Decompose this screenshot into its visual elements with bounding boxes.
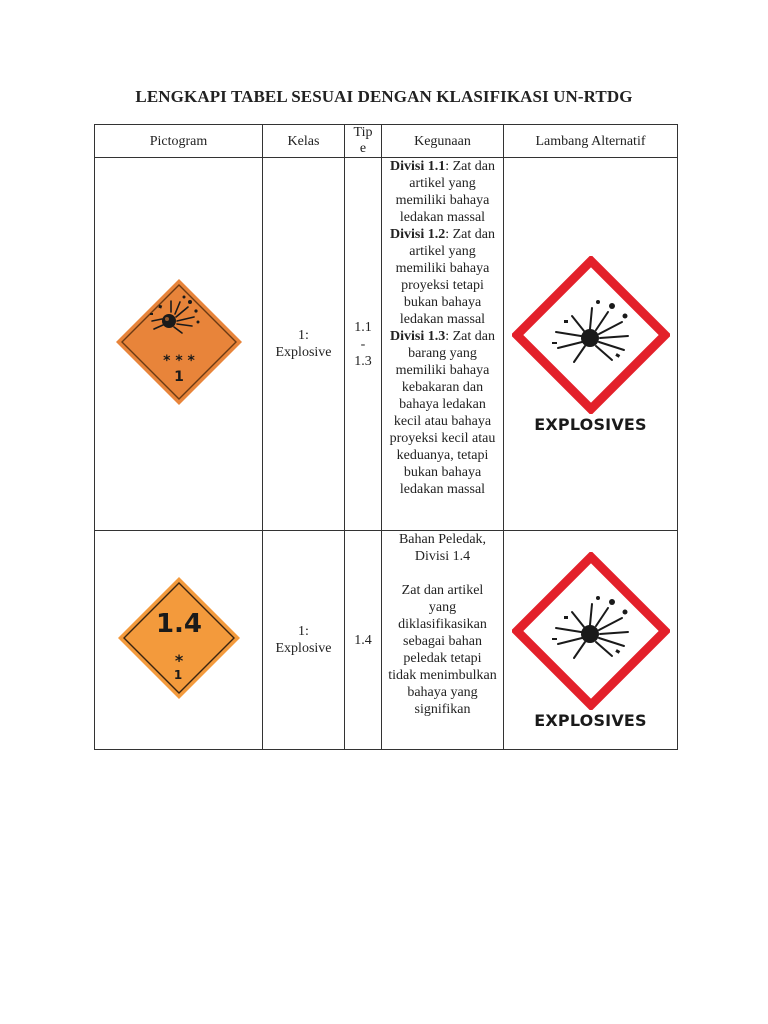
kelas-cell — [263, 158, 345, 531]
lambang-cell — [504, 531, 678, 750]
description-body: Zat dan artikel yang diklasifikasikan sebagai bahan peledak tetapi tidak menimbulkan bahaya yang signifikan — [388, 583, 497, 717]
kelas-number: 1: — [298, 624, 309, 639]
tipe-end: 1.3 — [354, 353, 372, 369]
placard-class: 1 — [173, 368, 184, 385]
division-1-2 — [388, 226, 497, 328]
explosive-bomb-icon — [114, 277, 244, 407]
division-text: : Zat dan artikel yang memiliki bahaya proyeksi tetapi bukan bahaya ledakan massal — [395, 227, 495, 327]
table-row — [95, 158, 678, 531]
division-label: Divisi 1.2 — [390, 227, 446, 242]
kelas-name: Explosive — [275, 641, 332, 656]
un-rtdg-table — [94, 124, 678, 750]
division-1-3 — [388, 328, 497, 498]
lambang-cell — [504, 158, 678, 531]
header-tipe — [345, 125, 382, 158]
header-kelas: Kelas — [263, 125, 345, 158]
division-text: : Zat dan barang yang memiliki bahaya kebakaran dan bahaya ledakan kecil atau bahaya proyeksi kecil atau keduanya, tetapi bukan bahaya ledakan massal — [389, 329, 496, 497]
division-label: Divisi 1.3 — [390, 329, 446, 344]
kelas-cell — [263, 531, 345, 750]
table-header-row — [95, 125, 678, 158]
division-1-4-placard-icon — [116, 575, 242, 701]
header-pictogram: Pictogram — [95, 125, 263, 158]
tipe-cell — [345, 158, 382, 531]
explosives-label: EXPLOSIVES — [534, 414, 647, 434]
exploding-bomb-icon — [512, 256, 670, 414]
kelas-name: Explosive — [275, 345, 332, 360]
tipe-start: 1.1 — [354, 319, 372, 335]
kelas-number: 1: — [298, 328, 309, 343]
division-label: Divisi 1.1 — [390, 159, 446, 174]
tipe-cell: 1.4 — [345, 531, 382, 750]
page-title: LENGKAPI TABEL SESUAI DENGAN KLASIFIKASI UN-RTDG — [135, 87, 633, 106]
header-lambang: Lambang Alternatif — [504, 125, 678, 158]
kegunaan-cell — [382, 531, 504, 750]
description-title: Bahan Peledak, Divisi 1.4 — [398, 532, 487, 564]
explosives-label: EXPLOSIVES — [534, 710, 647, 730]
division-1-1 — [388, 158, 497, 226]
header-tipe-line2: e — [359, 141, 367, 156]
table-row — [95, 531, 678, 750]
kegunaan-cell — [382, 158, 504, 531]
exploding-bomb-icon — [512, 552, 670, 710]
header-tipe-line1: Tip — [353, 125, 373, 140]
pictogram-cell — [95, 158, 263, 531]
placard-division-text: 1.4 — [155, 608, 202, 639]
placard-stars: * * * — [162, 352, 195, 369]
placard-class: 1 — [173, 667, 182, 682]
tipe-dash: - — [360, 336, 366, 352]
division-text: : Zat dan artikel yang memiliki bahaya ledakan massal — [395, 159, 495, 225]
pictogram-cell — [95, 531, 263, 750]
placard-star: * — [174, 650, 183, 670]
header-kegunaan: Kegunaan — [382, 125, 504, 158]
